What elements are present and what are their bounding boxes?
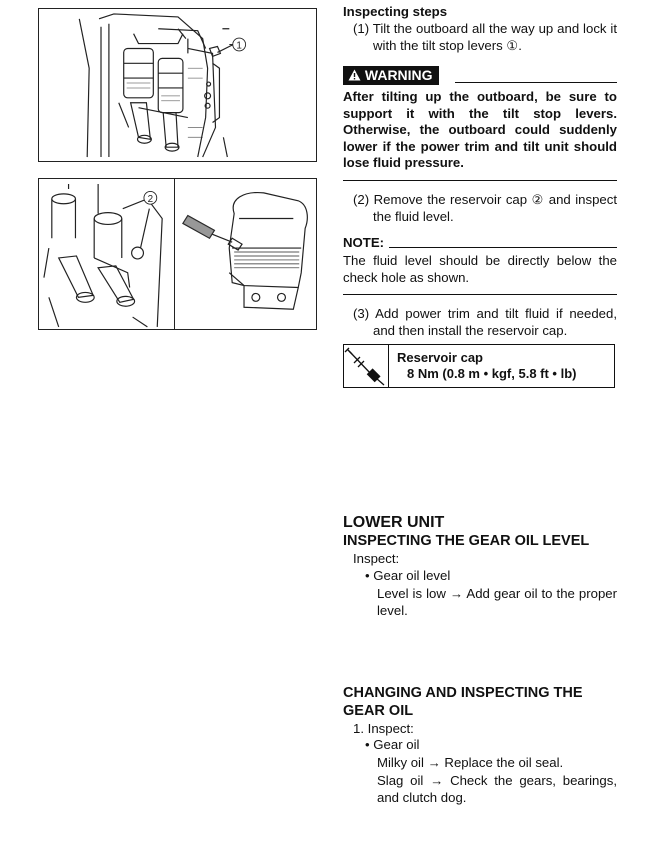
milky-oil-detail	[377, 755, 617, 772]
level-low-action: Add gear oil to the proper level.	[377, 586, 618, 618]
note-text: The fluid level should be directly below the check hole as shown.	[343, 253, 617, 285]
lower-unit-title: LOWER UNIT	[343, 514, 445, 531]
gear-oil-level-heading: INSPECTING THE GEAR OIL LEVEL	[343, 533, 590, 549]
step-1-number: (1)	[353, 21, 370, 36]
note-bottom-rule	[343, 294, 617, 295]
torque-value: 8 Nm (0.8 m • kgf, 5.8 ft • lb)	[407, 366, 577, 381]
note-header-rule	[389, 247, 617, 248]
warning-text: After tilting up the outboard, be sure to support it with the tilt stop levers. Otherwise, the outboard could suddenly lower if the power trim and tilt unit should lose fluid pressure.	[343, 89, 617, 170]
arrow-icon: →	[427, 755, 441, 770]
slag-oil-detail	[377, 773, 617, 806]
figure-reservoir-cap	[38, 178, 175, 330]
gear-oil-level-item	[343, 568, 639, 585]
bullet: •	[365, 568, 370, 583]
reservoir-cap-illustration	[39, 179, 174, 329]
step-3-text: Add power trim and tilt fluid if needed, and then install the reservoir cap.	[373, 306, 618, 338]
step-1-period: .	[518, 37, 522, 53]
inspect-label: Inspect:	[353, 551, 400, 566]
warning-header	[343, 66, 617, 86]
step-1-text: Tilt the outboard all the way up and lock it with the tilt stop levers	[372, 21, 617, 53]
warning-badge	[343, 66, 439, 85]
arrow-icon: →	[430, 773, 444, 788]
torque-spec-box	[343, 344, 615, 388]
step-1-ref: ①	[506, 37, 519, 53]
gear-oil-label: Gear oil	[373, 737, 420, 752]
level-low-condition: Level is low	[377, 586, 446, 601]
inspecting-steps-heading: Inspecting steps	[343, 4, 448, 19]
slag-oil-condition: Slag oil	[377, 773, 424, 788]
gear-oil-item	[343, 737, 639, 754]
step-3-number: (3)	[353, 306, 370, 321]
warning-bottom-rule	[343, 180, 617, 181]
step-2	[343, 192, 617, 225]
torque-part: Reservoir cap	[397, 350, 483, 365]
gear-oil-level-label: Gear oil level	[373, 568, 451, 583]
step-3	[343, 306, 617, 339]
warning-label: WARNING	[364, 67, 433, 83]
step-2-text-b: and inspect the fluid level.	[373, 192, 618, 224]
figure-tilt-stop-levers	[38, 8, 317, 162]
callout-1: 1	[236, 40, 242, 52]
bullet: •	[365, 737, 370, 752]
slag-oil-action: Check the gears, bearings, and clutch dog.	[377, 773, 617, 805]
changing-gear-oil-title-2: GEAR OIL	[343, 703, 414, 719]
level-low-detail	[377, 586, 617, 619]
milky-oil-action: Replace the oil seal.	[444, 755, 564, 770]
tilt-stop-illustration	[39, 9, 316, 161]
torque-wrench-icon	[344, 345, 389, 387]
milky-oil-condition: Milky oil	[377, 755, 424, 770]
step-2-ref: ②	[531, 192, 545, 207]
fluid-level-illustration	[175, 179, 316, 329]
step-2-number: (2)	[353, 192, 370, 207]
warning-triangle-icon	[348, 67, 361, 84]
figure-fluid-level	[174, 178, 317, 330]
changing-gear-oil-title-1: CHANGING AND INSPECTING THE	[343, 685, 583, 701]
note-label: NOTE:	[343, 235, 385, 250]
step-1	[343, 21, 617, 54]
callout-2: 2	[147, 193, 154, 205]
inspect-step-1: 1. Inspect:	[353, 721, 414, 736]
step-2-text-a: Remove the reservoir cap	[373, 192, 528, 207]
warning-header-rule	[455, 82, 617, 83]
arrow-icon: →	[449, 586, 464, 601]
